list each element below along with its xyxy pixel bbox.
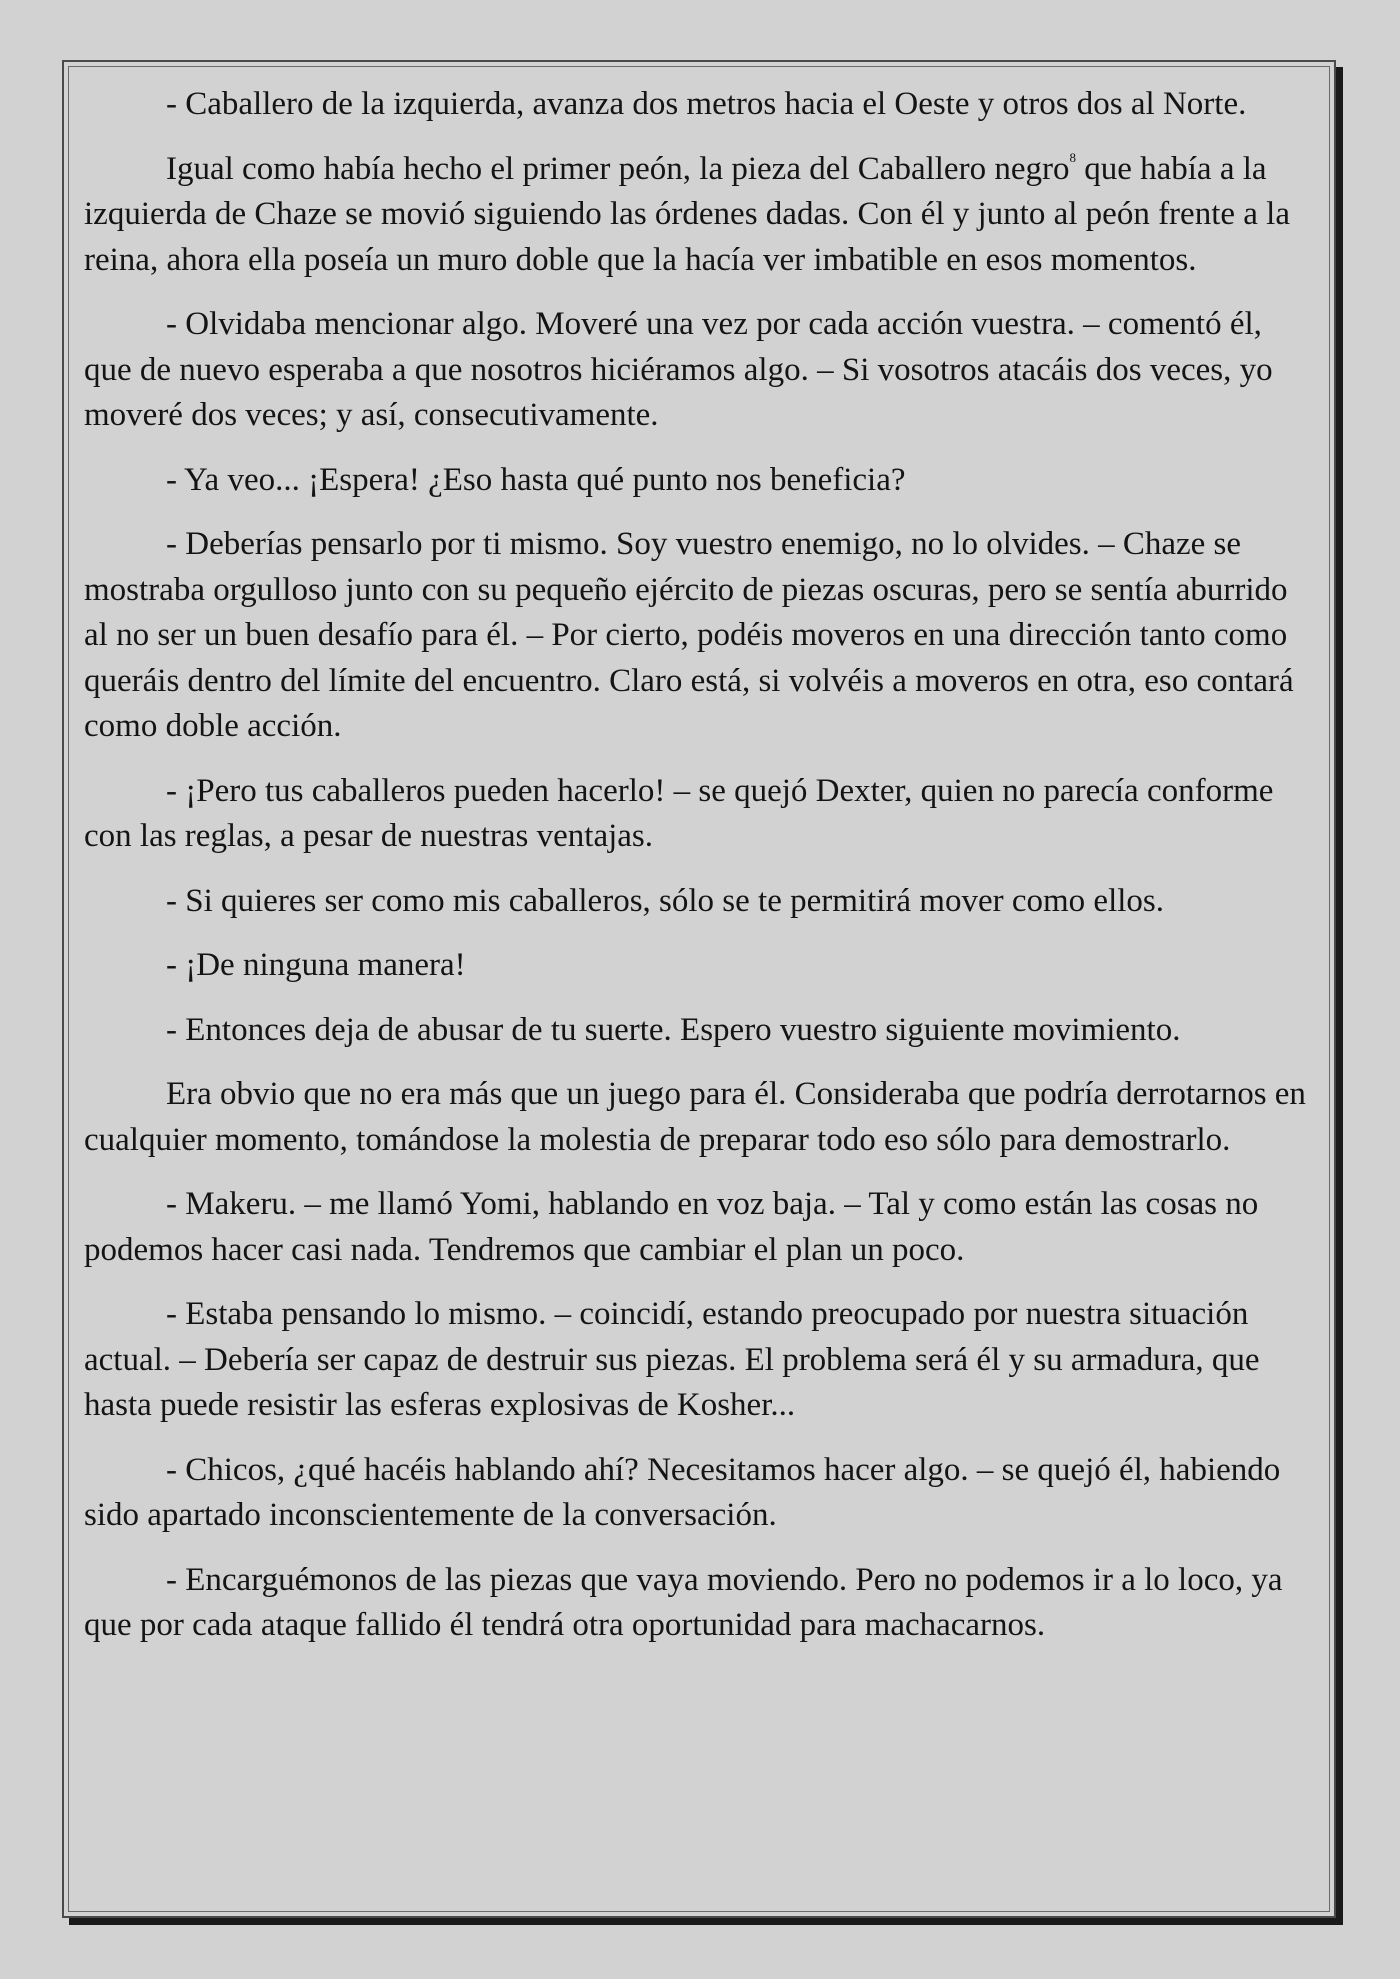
page-frame — [62, 60, 1336, 1918]
paragraph-text-after-footnote: que había a la izquierda de Chaze se movió siguiendo las órdenes dadas. Con él y junto al peón frente a la reina, ahora ella poseía un muro doble que la hacía ver imbatible en esos momentos. — [84, 150, 1290, 278]
paragraph: Era obvio que no era más que un juego para él. Consideraba que podría derrotarnos en cualquier momento, tomándose la molestia de preparar todo eso sólo para demostrarlo. — [84, 1076, 1306, 1158]
paragraph: - ¡De ninguna manera! — [166, 947, 466, 983]
paragraph: - Encarguémonos de las piezas que vaya moviendo. Pero no podemos ir a lo loco, ya que por cada ataque fallido él tendrá otra oportunidad para machacarnos. — [84, 1561, 1283, 1643]
footnote-marker: 8 — [1069, 149, 1076, 165]
paragraph-text-before-footnote: Igual como había hecho el primer peón, la pieza del Caballero negro — [166, 150, 1070, 187]
paragraph: - Makeru. – me llamó Yomi, hablando en voz baja. – Tal y como están las cosas no podemos hacer casi nada. Tendremos que cambiar el plan un poco. — [84, 1186, 1259, 1268]
paragraph: - Si quieres ser como mis caballeros, sólo se te permitirá mover como ellos. — [166, 882, 1164, 919]
paragraph: - Entonces deja de abusar de tu suerte. Espero vuestro siguiente movimiento. — [166, 1011, 1181, 1048]
paragraph: - Chicos, ¿qué hacéis hablando ahí? Necesitamos hacer algo. – se quejó él, habiendo sido apartado inconscientemente de la conversación. — [84, 1451, 1281, 1533]
paragraph: - Deberías pensarlo por ti mismo. Soy vuestro enemigo, no lo olvides. – Chaze se mostraba orgulloso junto con su pequeño ejército de piezas oscuras, pero se sentía aburrido al no ser un buen desafío para él. – Por cierto, podéis moveros en una dirección tanto como queráis dentro del límite del encuentro. Claro está, si volvéis a moveros en otra, eso contará como doble acción. — [84, 526, 1294, 744]
paragraph: - Ya veo... ¡Espera! ¿Eso hasta qué punto nos beneficia? — [166, 461, 906, 498]
paragraph: - Caballero de la izquierda, avanza dos metros hacia el Oeste y otros dos al Norte. — [166, 86, 1247, 122]
paragraph: - Olvidaba mencionar algo. Moveré una vez por cada acción vuestra. – comentó él, que de nuevo esperaba a que nosotros hiciéramos algo. – Si vosotros atacáis dos veces, yo moveré dos veces; y así, consecutivamente. — [84, 306, 1273, 433]
page-text — [84, 82, 1314, 1668]
paragraph: - Estaba pensando lo mismo. – coincidí, estando preocupado por nuestra situación actual. – Debería ser capaz de destruir sus piezas. El problema será él y su armadura, que hasta puede resistir las esferas explosivas de Kosher... — [84, 1296, 1260, 1423]
paragraph: - ¡Pero tus caballeros pueden hacerlo! – se quejó Dexter, quien no parecía conforme con las reglas, a pesar de nuestras ventajas. — [84, 772, 1274, 854]
paragraph-with-footnote — [84, 147, 1314, 284]
